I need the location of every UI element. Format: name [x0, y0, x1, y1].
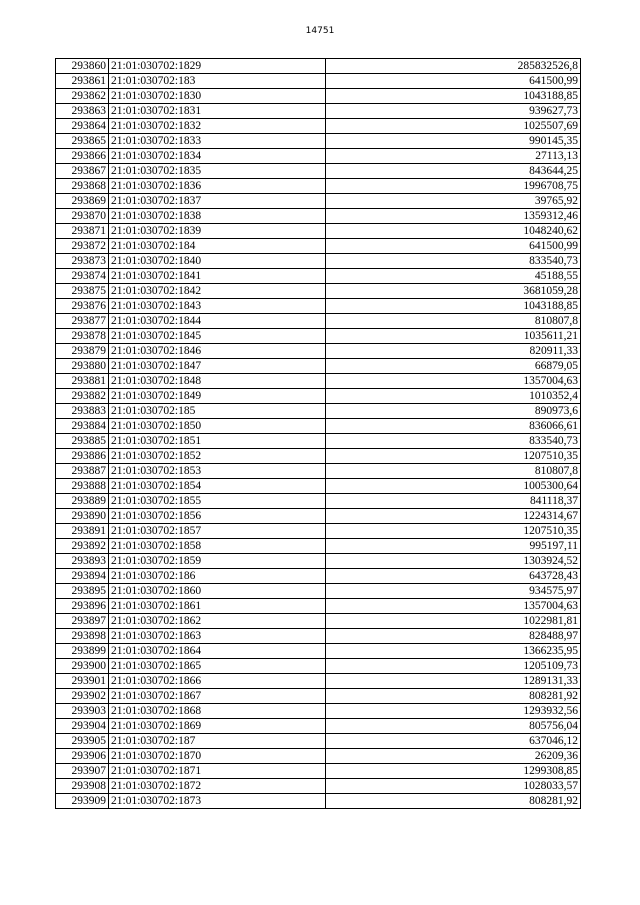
row-number: 293870 — [56, 209, 109, 224]
cadastral-number: 21:01:030702:1831 — [109, 104, 326, 119]
cadastral-value: 1205109,73 — [326, 659, 581, 674]
cadastral-value: 843644,25 — [326, 164, 581, 179]
cadastral-value: 643728,43 — [326, 569, 581, 584]
table-row — [56, 389, 581, 404]
cadastral-value: 810807,8 — [326, 314, 581, 329]
cadastral-number: 21:01:030702:1869 — [109, 719, 326, 734]
cadastral-number: 21:01:030702:1855 — [109, 494, 326, 509]
table-row — [56, 674, 581, 689]
table-row — [56, 764, 581, 779]
cadastral-value: 828488,97 — [326, 629, 581, 644]
row-number: 293889 — [56, 494, 109, 509]
row-number: 293883 — [56, 404, 109, 419]
row-number: 293905 — [56, 734, 109, 749]
table-row — [56, 344, 581, 359]
row-number: 293892 — [56, 539, 109, 554]
row-number: 293860 — [56, 59, 109, 74]
row-number: 293865 — [56, 134, 109, 149]
row-number: 293873 — [56, 254, 109, 269]
cadastral-number: 21:01:030702:1834 — [109, 149, 326, 164]
row-number: 293907 — [56, 764, 109, 779]
row-number: 293868 — [56, 179, 109, 194]
table-row — [56, 779, 581, 794]
cadastral-value: 1207510,35 — [326, 524, 581, 539]
cadastral-number: 21:01:030702:1833 — [109, 134, 326, 149]
table-row — [56, 464, 581, 479]
row-number: 293880 — [56, 359, 109, 374]
cadastral-value: 1357004,63 — [326, 599, 581, 614]
table-row — [56, 209, 581, 224]
cadastral-value: 1025507,69 — [326, 119, 581, 134]
row-number: 293893 — [56, 554, 109, 569]
cadastral-value: 1010352,4 — [326, 389, 581, 404]
table-row — [56, 224, 581, 239]
cadastral-number: 21:01:030702:1862 — [109, 614, 326, 629]
cadastral-value: 890973,6 — [326, 404, 581, 419]
cadastral-value: 39765,92 — [326, 194, 581, 209]
cadastral-value: 1005300,64 — [326, 479, 581, 494]
row-number: 293908 — [56, 779, 109, 794]
cadastral-value: 1035611,21 — [326, 329, 581, 344]
cadastral-value: 841118,37 — [326, 494, 581, 509]
table-row — [56, 59, 581, 74]
cadastral-value: 820911,33 — [326, 344, 581, 359]
row-number: 293895 — [56, 584, 109, 599]
row-number: 293864 — [56, 119, 109, 134]
row-number: 293897 — [56, 614, 109, 629]
cadastral-number: 21:01:030702:1865 — [109, 659, 326, 674]
row-number: 293887 — [56, 464, 109, 479]
cadastral-number: 21:01:030702:186 — [109, 569, 326, 584]
table-row — [56, 539, 581, 554]
cadastral-number: 21:01:030702:1830 — [109, 89, 326, 104]
table-row — [56, 419, 581, 434]
row-number: 293899 — [56, 644, 109, 659]
row-number: 293867 — [56, 164, 109, 179]
row-number: 293863 — [56, 104, 109, 119]
cadastral-value: 1022981,81 — [326, 614, 581, 629]
table-row — [56, 479, 581, 494]
cadastral-number: 21:01:030702:184 — [109, 239, 326, 254]
table-row — [56, 254, 581, 269]
table-row — [56, 149, 581, 164]
row-number: 293866 — [56, 149, 109, 164]
cadastral-number: 21:01:030702:1848 — [109, 374, 326, 389]
cadastral-number: 21:01:030702:1859 — [109, 554, 326, 569]
row-number: 293900 — [56, 659, 109, 674]
table-row — [56, 614, 581, 629]
cadastral-number: 21:01:030702:1840 — [109, 254, 326, 269]
table-row — [56, 794, 581, 809]
cadastral-number: 21:01:030702:1842 — [109, 284, 326, 299]
row-number: 293881 — [56, 374, 109, 389]
row-number: 293862 — [56, 89, 109, 104]
row-number: 293904 — [56, 719, 109, 734]
cadastral-value: 27113,13 — [326, 149, 581, 164]
cadastral-number: 21:01:030702:183 — [109, 74, 326, 89]
cadastral-number: 21:01:030702:1829 — [109, 59, 326, 74]
table-row — [56, 164, 581, 179]
cadastral-value: 1043188,85 — [326, 299, 581, 314]
cadastral-number: 21:01:030702:187 — [109, 734, 326, 749]
cadastral-value: 1048240,62 — [326, 224, 581, 239]
table-row — [56, 734, 581, 749]
page-number: 14751 — [305, 26, 335, 36]
row-number: 293871 — [56, 224, 109, 239]
cadastral-value: 1357004,63 — [326, 374, 581, 389]
cadastral-number: 21:01:030702:1846 — [109, 344, 326, 359]
cadastral-number: 21:01:030702:1867 — [109, 689, 326, 704]
table-row — [56, 704, 581, 719]
row-number: 293879 — [56, 344, 109, 359]
cadastral-number: 21:01:030702:1868 — [109, 704, 326, 719]
cadastral-value: 45188,55 — [326, 269, 581, 284]
cadastral-value: 833540,73 — [326, 434, 581, 449]
table-row — [56, 104, 581, 119]
cadastral-value: 833540,73 — [326, 254, 581, 269]
table-row — [56, 524, 581, 539]
row-number: 293882 — [56, 389, 109, 404]
row-number: 293906 — [56, 749, 109, 764]
cadastral-number: 21:01:030702:1856 — [109, 509, 326, 524]
row-number: 293896 — [56, 599, 109, 614]
table-row — [56, 689, 581, 704]
table-row — [56, 374, 581, 389]
row-number: 293876 — [56, 299, 109, 314]
table-row — [56, 494, 581, 509]
row-number: 293903 — [56, 704, 109, 719]
table-row — [56, 584, 581, 599]
table-row — [56, 749, 581, 764]
row-number: 293877 — [56, 314, 109, 329]
cadastral-number: 21:01:030702:1832 — [109, 119, 326, 134]
cadastral-number: 21:01:030702:1850 — [109, 419, 326, 434]
cadastral-number: 21:01:030702:1844 — [109, 314, 326, 329]
cadastral-value: 1207510,35 — [326, 449, 581, 464]
cadastral-number: 21:01:030702:1871 — [109, 764, 326, 779]
cadastral-number: 21:01:030702:1863 — [109, 629, 326, 644]
table-body — [56, 59, 581, 809]
cadastral-value: 810807,8 — [326, 464, 581, 479]
cadastral-value: 1303924,52 — [326, 554, 581, 569]
table-row — [56, 629, 581, 644]
cadastral-number: 21:01:030702:1852 — [109, 449, 326, 464]
cadastral-value: 637046,12 — [326, 734, 581, 749]
table-row — [56, 404, 581, 419]
row-number: 293886 — [56, 449, 109, 464]
table-row — [56, 74, 581, 89]
cadastral-value: 1289131,33 — [326, 674, 581, 689]
cadastral-number: 21:01:030702:1845 — [109, 329, 326, 344]
cadastral-value: 1359312,46 — [326, 209, 581, 224]
table-row — [56, 299, 581, 314]
row-number: 293874 — [56, 269, 109, 284]
cadastral-number: 21:01:030702:1873 — [109, 794, 326, 809]
cadastral-value: 808281,92 — [326, 794, 581, 809]
table-row — [56, 449, 581, 464]
row-number: 293861 — [56, 74, 109, 89]
cadastral-value: 3681059,28 — [326, 284, 581, 299]
cadastral-number: 21:01:030702:1872 — [109, 779, 326, 794]
cadastral-value: 1028033,57 — [326, 779, 581, 794]
cadastral-value: 1299308,85 — [326, 764, 581, 779]
cadastral-number: 21:01:030702:1837 — [109, 194, 326, 209]
cadastral-value: 990145,35 — [326, 134, 581, 149]
row-number: 293891 — [56, 524, 109, 539]
cadastral-number: 21:01:030702:1836 — [109, 179, 326, 194]
cadastral-number: 21:01:030702:1839 — [109, 224, 326, 239]
cadastral-number: 21:01:030702:1854 — [109, 479, 326, 494]
cadastral-number: 21:01:030702:1866 — [109, 674, 326, 689]
cadastral-number: 21:01:030702:1847 — [109, 359, 326, 374]
row-number: 293884 — [56, 419, 109, 434]
cadastral-number: 21:01:030702:1849 — [109, 389, 326, 404]
table-row — [56, 659, 581, 674]
table-row — [56, 599, 581, 614]
table-row — [56, 239, 581, 254]
cadastral-number: 21:01:030702:1838 — [109, 209, 326, 224]
cadastral-number: 21:01:030702:1861 — [109, 599, 326, 614]
cadastral-value: 805756,04 — [326, 719, 581, 734]
row-number: 293875 — [56, 284, 109, 299]
cadastral-value-table — [55, 58, 581, 809]
table-row — [56, 509, 581, 524]
cadastral-number: 21:01:030702:1841 — [109, 269, 326, 284]
table-row — [56, 269, 581, 284]
row-number: 293902 — [56, 689, 109, 704]
table-row — [56, 194, 581, 209]
cadastral-value: 1043188,85 — [326, 89, 581, 104]
cadastral-value: 285832526,8 — [326, 59, 581, 74]
cadastral-value: 808281,92 — [326, 689, 581, 704]
cadastral-number: 21:01:030702:1858 — [109, 539, 326, 554]
cadastral-number: 21:01:030702:1843 — [109, 299, 326, 314]
table-row — [56, 329, 581, 344]
cadastral-value: 641500,99 — [326, 74, 581, 89]
row-number: 293869 — [56, 194, 109, 209]
table-row — [56, 569, 581, 584]
cadastral-number: 21:01:030702:1864 — [109, 644, 326, 659]
row-number: 293909 — [56, 794, 109, 809]
row-number: 293885 — [56, 434, 109, 449]
table-row — [56, 119, 581, 134]
row-number: 293901 — [56, 674, 109, 689]
cadastral-number: 21:01:030702:1851 — [109, 434, 326, 449]
table-row — [56, 134, 581, 149]
table-row — [56, 359, 581, 374]
row-number: 293872 — [56, 239, 109, 254]
table-row — [56, 314, 581, 329]
cadastral-number: 21:01:030702:1860 — [109, 584, 326, 599]
cadastral-value: 934575,97 — [326, 584, 581, 599]
row-number: 293898 — [56, 629, 109, 644]
table-row — [56, 179, 581, 194]
row-number: 293894 — [56, 569, 109, 584]
cadastral-number: 21:01:030702:1835 — [109, 164, 326, 179]
cadastral-value: 1996708,75 — [326, 179, 581, 194]
table-row — [56, 89, 581, 104]
row-number: 293888 — [56, 479, 109, 494]
cadastral-value: 1366235,95 — [326, 644, 581, 659]
row-number: 293878 — [56, 329, 109, 344]
cadastral-number: 21:01:030702:1870 — [109, 749, 326, 764]
cadastral-number: 21:01:030702:1857 — [109, 524, 326, 539]
table-row — [56, 284, 581, 299]
cadastral-number: 21:01:030702:1853 — [109, 464, 326, 479]
cadastral-value: 1224314,67 — [326, 509, 581, 524]
row-number: 293890 — [56, 509, 109, 524]
table-row — [56, 554, 581, 569]
cadastral-value: 26209,36 — [326, 749, 581, 764]
table-row — [56, 644, 581, 659]
cadastral-value: 641500,99 — [326, 239, 581, 254]
cadastral-value: 995197,11 — [326, 539, 581, 554]
cadastral-value: 1293932,56 — [326, 704, 581, 719]
table-row — [56, 719, 581, 734]
cadastral-value: 939627,73 — [326, 104, 581, 119]
cadastral-value: 836066,61 — [326, 419, 581, 434]
cadastral-number: 21:01:030702:185 — [109, 404, 326, 419]
table-row — [56, 434, 581, 449]
cadastral-value: 66879,05 — [326, 359, 581, 374]
